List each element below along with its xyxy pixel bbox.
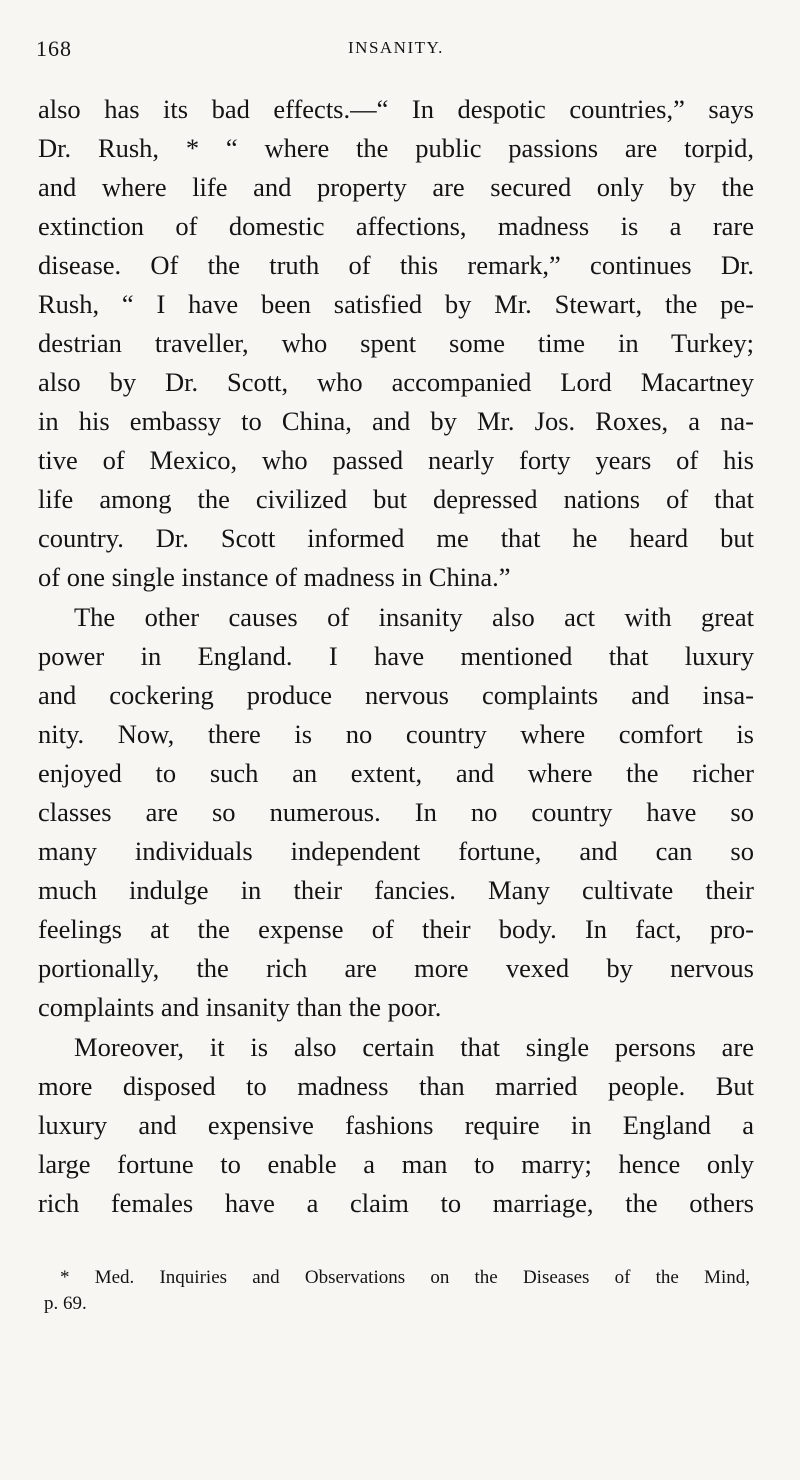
text-line: and where life and property are secured only by the [38,172,754,202]
text-line: and cockering produce nervous complaints and insa- [38,680,754,710]
page-number: 168 [36,36,72,61]
text-line: also has its bad effects.—“ In despotic countries,” says [38,94,754,124]
running-head: INSANITY. [348,38,444,57]
text-line: Dr. Rush, * “ where the public passions are torpid, [38,133,754,163]
body-text [38,90,754,1223]
paragraph [38,90,754,597]
text-line: also by Dr. Scott, who accompanied Lord Macartney [38,367,754,397]
text-line: life among the civilized but depressed nations of that [38,484,754,514]
text-line: tive of Mexico, who passed nearly forty years of his [38,445,754,475]
paragraph [38,598,754,1027]
text-line: power in England. I have mentioned that luxury [38,641,754,671]
text-line: of one single instance of madness in China.” [38,562,511,592]
text-line: The other causes of insanity also act with great [74,602,754,632]
text-line: Moreover, it is also certain that single persons are [74,1032,754,1062]
text-line: much indulge in their fancies. Many cultivate their [38,875,754,905]
text-line: feelings at the expense of their body. In fact, pro- [38,914,754,944]
text-line: enjoyed to such an extent, and where the richer [38,758,754,788]
text-line: country. Dr. Scott informed me that he heard but [38,523,754,553]
paragraph [38,1028,754,1223]
footnote-line: * Med. Inquiries and Observations on the Diseases of the Mind, [60,1267,750,1288]
page-header [36,36,756,66]
text-line: luxury and expensive fashions require in England a [38,1110,754,1140]
text-line: Rush, “ I have been satisfied by Mr. Stewart, the pe- [38,289,754,319]
text-line: complaints and insanity than the poor. [38,992,442,1022]
text-line: many individuals independent fortune, and can so [38,836,754,866]
text-line: destrian traveller, who spent some time in Turkey; [38,328,754,358]
text-line: rich females have a claim to marriage, the others [38,1188,754,1218]
text-line: portionally, the rich are more vexed by nervous [38,953,754,983]
text-line: disease. Of the truth of this remark,” continues Dr. [38,250,754,280]
footnote-line: p. 69. [44,1293,87,1314]
text-line: large fortune to enable a man to marry; hence only [38,1149,754,1179]
text-line: classes are so numerous. In no country have so [38,797,754,827]
text-line: nity. Now, there is no country where comfort is [38,719,754,749]
text-line: in his embassy to China, and by Mr. Jos. Roxes, a na- [38,406,754,436]
footnote [44,1265,750,1317]
text-line: extinction of domestic affections, madness is a rare [38,211,754,241]
text-line: more disposed to madness than married people. But [38,1071,754,1101]
